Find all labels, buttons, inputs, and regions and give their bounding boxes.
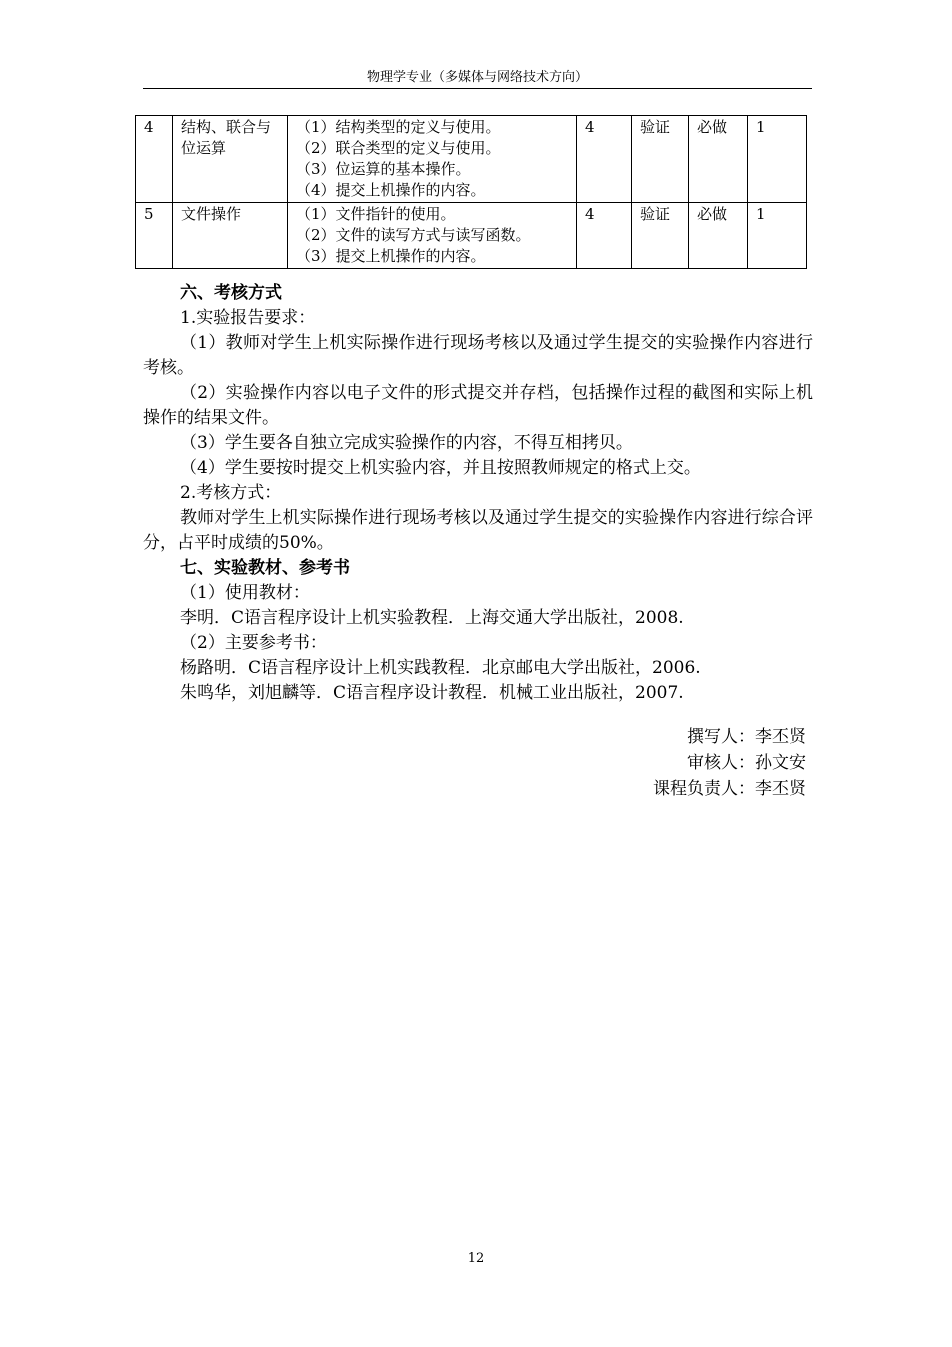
assessment-method-label: 2.考核方式： — [180, 483, 282, 503]
content-item: （1）文件指针的使用。 — [296, 205, 456, 223]
experiment-content — [288, 203, 577, 269]
signature-block — [560, 724, 806, 802]
references-label: （2）主要参考书： — [180, 633, 327, 653]
requirement-item: （1）教师对学生上机实际操作进行现场考核以及通过学生提交的实验操作内容进行考核。 — [143, 333, 813, 378]
content-item: （1）结构类型的定义与使用。 — [296, 118, 501, 136]
section-heading-textbooks: 七、实验教材、参考书 — [180, 558, 350, 578]
content-item: （3）提交上机操作的内容。 — [296, 247, 486, 265]
table-row — [136, 203, 807, 269]
report-requirements-label: 1.实验报告要求： — [180, 308, 316, 328]
header-rule — [143, 88, 812, 89]
experiment-table — [135, 115, 807, 269]
content-item: （2）文件的读写方式与读写函数。 — [296, 226, 531, 244]
reference-entry: 朱鸣华，刘旭麟等．C语言程序设计教程．机械工业出版社，2007. — [180, 683, 684, 703]
content-item: （2）联合类型的定义与使用。 — [296, 139, 501, 157]
experiment-hours: 4 — [577, 116, 632, 203]
page-number: 12 — [467, 1251, 485, 1266]
document-body — [143, 281, 813, 706]
experiment-type: 验证 — [632, 116, 689, 203]
row-number: 4 — [136, 116, 173, 203]
experiment-count: 1 — [748, 203, 807, 269]
textbook-entry: 李明．C语言程序设计上机实验教程．上海交通大学出版社，2008. — [180, 608, 684, 628]
section-heading-assessment: 六、考核方式 — [180, 283, 282, 303]
table-row — [136, 116, 807, 203]
requirement-item: （3）学生要各自独立完成实验操作的内容，不得互相拷贝。 — [180, 433, 633, 453]
textbook-label: （1）使用教材： — [180, 583, 310, 603]
experiment-count: 1 — [748, 116, 807, 203]
experiment-name: 结构、联合与位运算 — [173, 116, 288, 203]
requirement-item: （2）实验操作内容以电子文件的形式提交并存档，包括操作过程的截图和实际上机操作的结果文件。 — [143, 383, 813, 428]
experiment-name: 文件操作 — [173, 203, 288, 269]
experiment-requirement: 必做 — [689, 203, 748, 269]
reference-entry: 杨路明．C语言程序设计上机实践教程．北京邮电大学出版社，2006. — [180, 658, 701, 678]
experiment-hours: 4 — [577, 203, 632, 269]
reviewer-signature: 审核人：孙文安 — [687, 753, 806, 773]
course-lead-signature: 课程负责人：李丕贤 — [653, 779, 806, 799]
row-number: 5 — [136, 203, 173, 269]
content-item: （3）位运算的基本操作。 — [296, 160, 471, 178]
author-signature: 撰写人：李丕贤 — [687, 727, 806, 747]
requirement-item: （4）学生要按时提交上机实验内容，并且按照教师规定的格式上交。 — [180, 458, 701, 478]
assessment-method-text: 教师对学生上机实际操作进行现场考核以及通过学生提交的实验操作内容进行综合评分，占平时成绩的50%。 — [143, 508, 813, 553]
experiment-content — [288, 116, 577, 203]
page-header: 物理学专业（多媒体与网络技术方向） — [366, 70, 588, 85]
content-item: （4）提交上机操作的内容。 — [296, 181, 486, 199]
experiment-requirement: 必做 — [689, 116, 748, 203]
experiment-type: 验证 — [632, 203, 689, 269]
